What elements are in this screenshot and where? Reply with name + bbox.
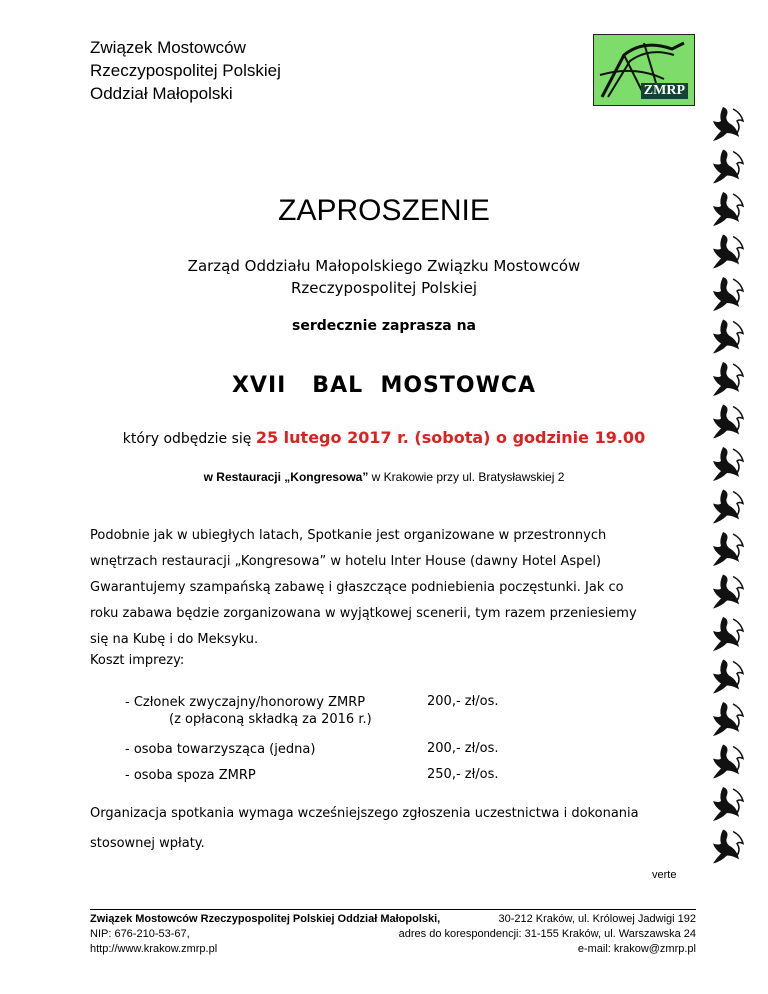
- event-name: XVII BAL MOSTOWCA: [231, 373, 537, 398]
- organization-header: [90, 36, 281, 105]
- dancer-icon: [713, 617, 743, 651]
- verte-note: verte: [652, 869, 677, 881]
- cost-item-price: 200,- zł/os.: [427, 741, 499, 756]
- dancer-icon: [713, 447, 743, 481]
- board-text: [0, 255, 768, 299]
- cost-item: [125, 741, 315, 758]
- dancer-icon: [713, 277, 743, 311]
- dancer-icon: [713, 787, 743, 821]
- footer-right: [380, 912, 696, 957]
- dancer-icon: [713, 320, 743, 354]
- cost-item-price: 250,- zł/os.: [427, 767, 499, 782]
- dancer-icon: [713, 490, 743, 524]
- zmrp-logo: [593, 34, 695, 106]
- footer-correspondence-address: adres do korespondencji: 31-155 Kraków, ul. Warszawska 24: [398, 928, 696, 940]
- registration-paragraph: [90, 799, 700, 859]
- cost-item-price: 200,- zł/os.: [427, 694, 499, 709]
- dancer-icon: [713, 192, 743, 226]
- footer-email-link[interactable]: e-mail: krakow@zmrp.pl: [577, 943, 696, 955]
- header-line: Oddział Małopolski: [90, 84, 233, 103]
- footer-address: 30-212 Kraków, ul. Królowej Jadwigi 192: [498, 913, 696, 925]
- event-date-line: [0, 428, 768, 447]
- cost-item-label: - Członek zwyczajny/honorowy ZMRP: [125, 695, 366, 710]
- footer-nip: NIP: 676-210-53-67,: [90, 928, 190, 940]
- paragraph-line: się na Kubę i do Meksyku.: [90, 632, 259, 647]
- paragraph-line: Organizacja spotkania wymaga wcześniejszego zgłoszenia uczestnictwa i dokonania: [90, 806, 639, 821]
- board-line: Zarząd Oddziału Małopolskiego Związku Mostowców: [187, 257, 581, 275]
- footer-org-name: Związek Mostowców Rzeczypospolitej Polskiej Oddział Małopolski,: [90, 913, 441, 925]
- board-line: Rzeczypospolitej Polskiej: [290, 279, 478, 297]
- paragraph-line: Podobnie jak w ubiegłych latach, Spotkanie jest organizowane w przestronnych: [90, 528, 607, 543]
- dancer-icon: [713, 745, 743, 779]
- dancer-icon: [713, 235, 743, 269]
- dancer-icon: [713, 405, 743, 439]
- footer-divider: [90, 909, 696, 910]
- logo-text: ZMRP: [641, 83, 688, 99]
- venue-name: w Restauracji „Kongresowa”: [203, 470, 369, 484]
- dancer-icon: [713, 150, 743, 184]
- paragraph-line: roku zabawa będzie zorganizowana w wyjątkowej scenerii, tym razem przeniesiemy: [90, 606, 637, 621]
- dancer-icon: [713, 660, 743, 694]
- dancing-couples-border: [705, 105, 750, 880]
- dancer-icon: [713, 702, 743, 736]
- header-line: Rzeczypospolitej Polskiej: [90, 61, 281, 80]
- cost-label: Koszt imprezy:: [90, 653, 185, 668]
- event-location-line: [0, 470, 768, 484]
- footer-website-link[interactable]: http://www.krakow.zmrp.pl: [90, 943, 218, 955]
- venue-address: w Krakowie przy ul. Bratysławskiej 2: [368, 470, 565, 484]
- cost-item-label: - osoba spoza ZMRP: [125, 768, 256, 783]
- dancer-icon: [713, 532, 743, 566]
- event-date: 25 lutego 2017 r. (sobota) o godzinie 19.00: [255, 428, 646, 447]
- cost-item-sublabel: (z opłaconą składką za 2016 r.): [169, 712, 372, 727]
- dancer-icon: [713, 575, 743, 609]
- cost-item: [125, 694, 372, 728]
- paragraph-line: wnętrzach restauracji „Kongresowa” w hotelu Inter House (dawny Hotel Aspel): [90, 554, 602, 569]
- dancer-icon: [713, 107, 743, 141]
- cost-item: [125, 767, 256, 784]
- paragraph-line: stosownej wpłaty.: [90, 836, 205, 851]
- date-prefix: który odbędzie się: [122, 431, 256, 447]
- dancer-icon: [713, 362, 743, 396]
- header-line: Związek Mostowców: [90, 38, 246, 57]
- description-paragraph: [90, 523, 700, 653]
- invitation-phrase: serdecznie zaprasza na: [291, 318, 477, 334]
- cost-item-label: - osoba towarzysząca (jedna): [125, 742, 316, 757]
- document-title: ZAPROSZENIE: [278, 194, 490, 227]
- paragraph-line: Gwarantujemy szampańską zabawę i głaszczące podniebienia poczęstunki. Jak co: [90, 580, 624, 595]
- dancer-icon: [713, 830, 743, 864]
